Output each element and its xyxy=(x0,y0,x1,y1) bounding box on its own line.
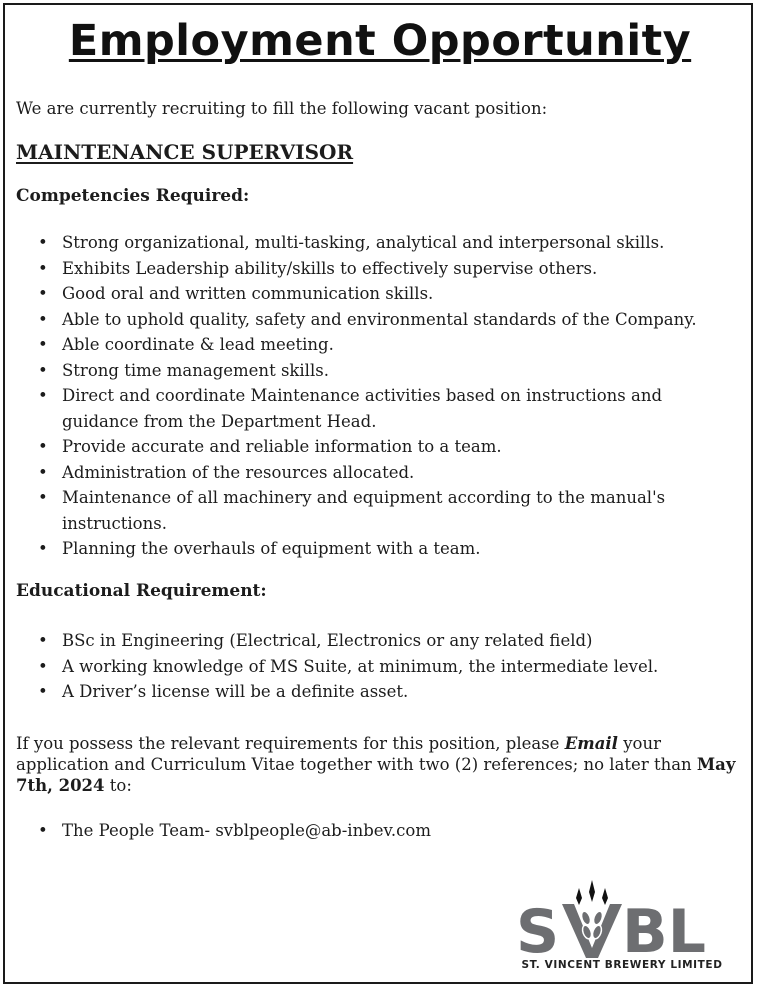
education-heading: Educational Requirement: xyxy=(16,581,267,601)
competencies-list xyxy=(16,230,746,562)
list-item: • Able to uphold quality, safety and environmental standards of the Company. xyxy=(16,307,746,333)
logo-letters-bl: BL xyxy=(622,897,706,967)
list-item: • A working knowledge of MS Suite, at minimum, the intermediate level. xyxy=(16,654,746,680)
application-instructions xyxy=(16,733,746,796)
contact-list xyxy=(16,818,746,844)
deadline-date: May 7th, 2024 xyxy=(16,755,736,795)
page-title: Employment Opportunity xyxy=(68,16,692,66)
education-list xyxy=(16,628,746,705)
list-item: • Exhibits Leadership ability/skills to effectively supervise others. xyxy=(16,256,746,282)
hops-cross-icon xyxy=(576,880,608,905)
list-item: • Strong organizational, multi-tasking, analytical and interpersonal skills. xyxy=(16,230,746,256)
application-text: your application and Curriculum Vitae together with two (2) references; no later than xyxy=(16,734,697,774)
contact-item: • The People Team- svblpeople@ab-inbev.com xyxy=(16,818,746,844)
list-item: • Direct and coordinate Maintenance activities based on instructions and guidance from the Department Head. xyxy=(16,383,682,434)
wheat-v-icon xyxy=(562,904,622,958)
email-emphasis: Email xyxy=(564,734,618,753)
application-text: to: xyxy=(104,776,132,795)
list-item: • Administration of the resources allocated. xyxy=(16,460,746,486)
list-item: • BSc in Engineering (Electrical, Electronics or any related field) xyxy=(16,628,746,654)
logo-letter-s: S xyxy=(516,897,560,967)
list-item: • Planning the overhauls of equipment with a team. xyxy=(16,536,746,562)
position-title: MAINTENANCE SUPERVISOR xyxy=(16,140,354,164)
list-item: • Good oral and written communication skills. xyxy=(16,281,746,307)
logo-tagline: ST. VINCENT BREWERY LIMITED xyxy=(521,959,723,971)
list-item: • Strong time management skills. xyxy=(16,358,746,384)
list-item: • Provide accurate and reliable information to a team. xyxy=(16,434,746,460)
list-item: • A Driver’s license will be a definite asset. xyxy=(16,679,746,705)
intro-text: We are currently recruiting to fill the following vacant position: xyxy=(16,99,548,118)
list-item: • Maintenance of all machinery and equipment according to the manual's instructions. xyxy=(16,485,702,536)
competencies-heading: Competencies Required: xyxy=(16,186,250,206)
list-item: • Able coordinate & lead meeting. xyxy=(16,332,746,358)
application-text: If you possess the relevant requirements for this position, please xyxy=(16,734,565,753)
